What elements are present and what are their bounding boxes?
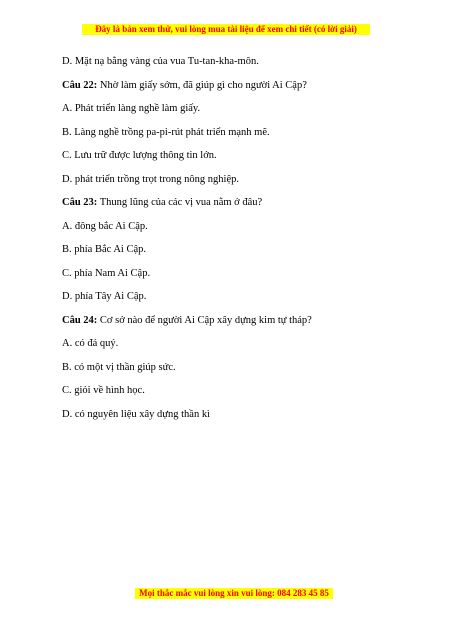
answer-option: B. phía Bắc Ai Cập. — [62, 244, 146, 255]
answer-option: B. Làng nghề trồng pa-pi-rút phát triển mạnh mẽ. — [62, 126, 270, 138]
preview-notice-banner: Đây là bản xem thử, vui lòng mua tài liệu để xem chi tiết (có lời giải) — [82, 24, 370, 35]
answer-option: D. phát triển trồng trọt trong nông nghiệp. — [62, 173, 240, 185]
question-label: Câu 23: — [62, 197, 98, 208]
answer-option: C. Lưu trữ được lượng thông tin lớn. — [62, 150, 217, 161]
question-text: Cơ sở nào để người Ai Cập xây dựng kim tự tháp? — [97, 314, 312, 326]
answer-option: D. Mặt nạ bằng vàng của vua Tu-tan-kha-môn. — [62, 56, 259, 67]
question-label: Câu 22: — [62, 79, 98, 91]
question-text: Nhờ làm giấy sớm, đã giúp gì cho người Ai Cập? — [97, 79, 307, 91]
question-23 — [62, 196, 402, 210]
answer-option: A. Phát triển làng nghề làm giấy. — [62, 103, 201, 114]
question-text: Thung lũng của các vị vua nằm ở đâu? — [97, 197, 263, 208]
contact-notice-banner: Mọi thắc mắc vui lòng xin vui lòng: 084 283 45 85 — [135, 588, 333, 599]
answer-option: B. có một vị thần giúp sức. — [62, 361, 176, 373]
answer-option: C. phía Nam Ai Cập. — [62, 267, 151, 279]
answer-option: A. đông bắc Ai Cập. — [62, 220, 148, 232]
question-label: Câu 24: — [62, 314, 98, 326]
answer-option: D. phía Tây Ai Cập. — [62, 291, 147, 302]
answer-option: C. giỏi về hình học. — [62, 385, 145, 396]
question-24 — [62, 314, 402, 328]
answer-option: A. có đá quý. — [62, 338, 119, 349]
document-body — [62, 55, 402, 431]
question-22 — [62, 79, 402, 93]
answer-option: D. có nguyên liệu xây dựng thần kì — [62, 408, 210, 420]
